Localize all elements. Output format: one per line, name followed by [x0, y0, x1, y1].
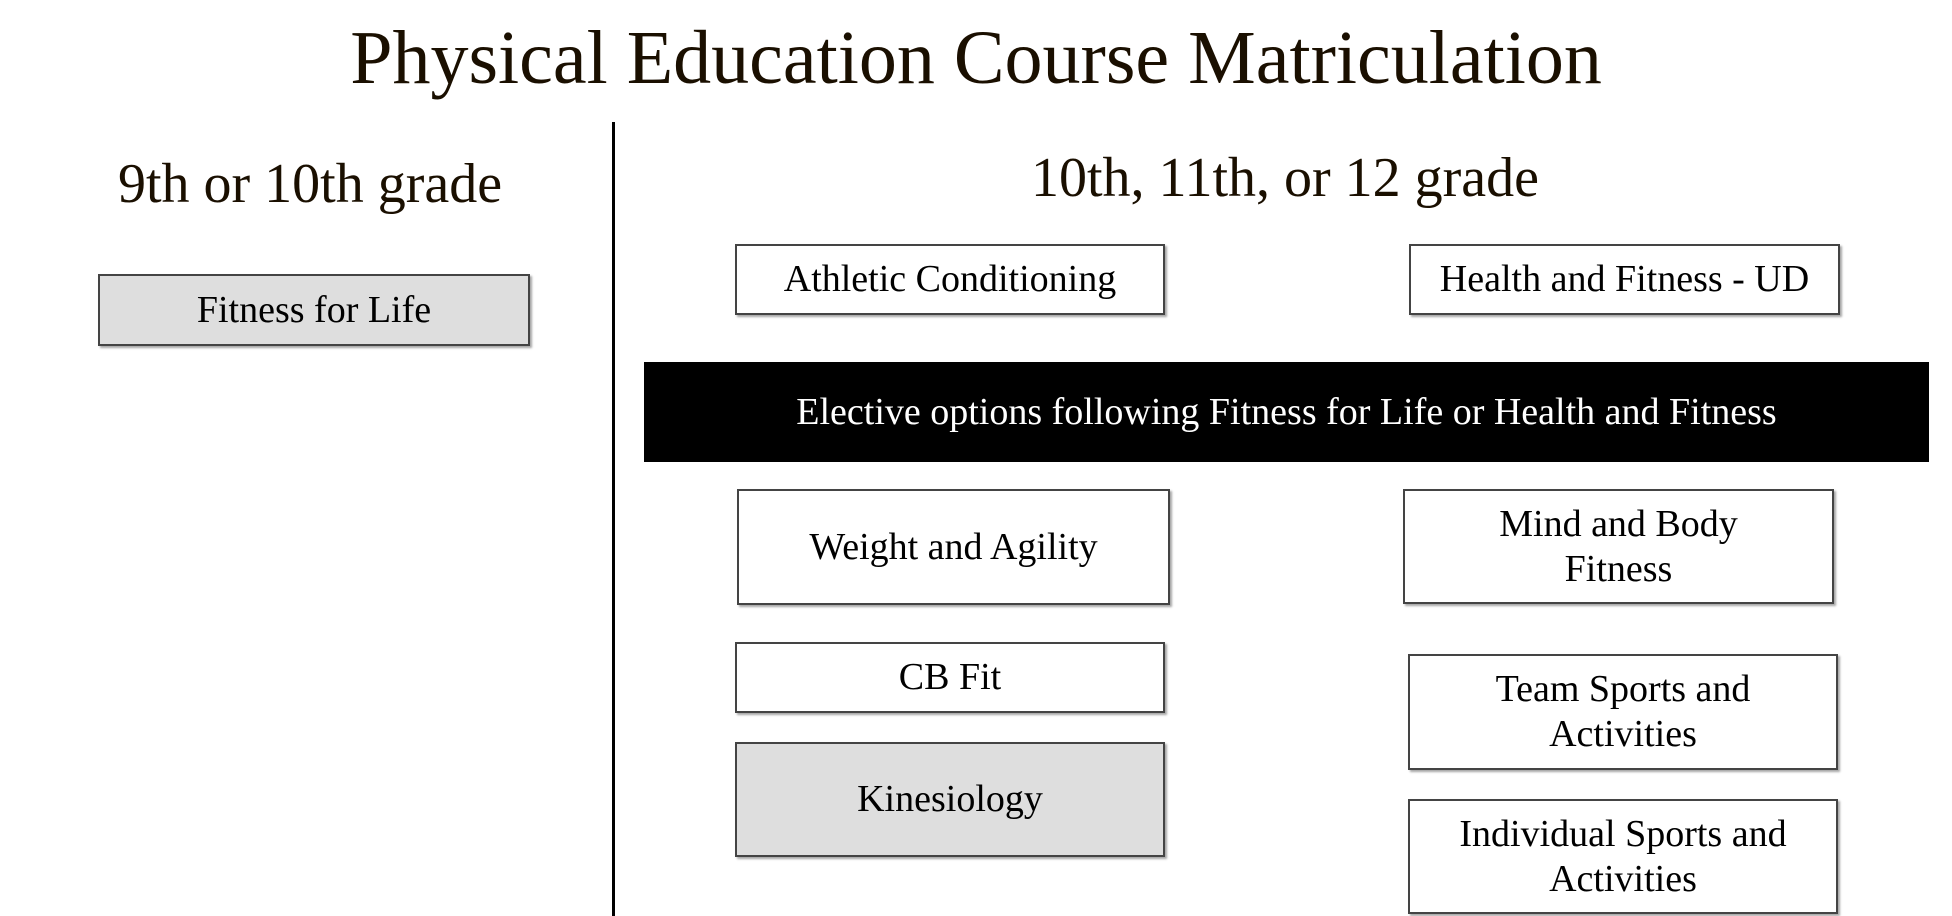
course-cb-fit: CB Fit — [735, 642, 1165, 713]
left-column-heading: 9th or 10th grade — [117, 153, 503, 215]
right-column-heading: 10th, 11th, or 12 grade — [1030, 147, 1540, 209]
course-mind-and-body-fitness: Mind and Body Fitness — [1403, 489, 1834, 604]
elective-options-banner: Elective options following Fitness for Life or Health and Fitness — [644, 362, 1929, 462]
diagram-title: Physical Education Course Matriculation — [350, 16, 1602, 100]
course-fitness-for-life: Fitness for Life — [98, 274, 530, 346]
course-health-and-fitness-ud: Health and Fitness - UD — [1409, 244, 1840, 315]
course-athletic-conditioning: Athletic Conditioning — [735, 244, 1165, 315]
course-individual-sports-and-activities: Individual Sports and Activities — [1408, 799, 1838, 914]
column-divider — [612, 122, 615, 916]
course-kinesiology: Kinesiology — [735, 742, 1165, 857]
course-team-sports-and-activities: Team Sports and Activities — [1408, 654, 1838, 770]
course-weight-and-agility: Weight and Agility — [737, 489, 1170, 605]
